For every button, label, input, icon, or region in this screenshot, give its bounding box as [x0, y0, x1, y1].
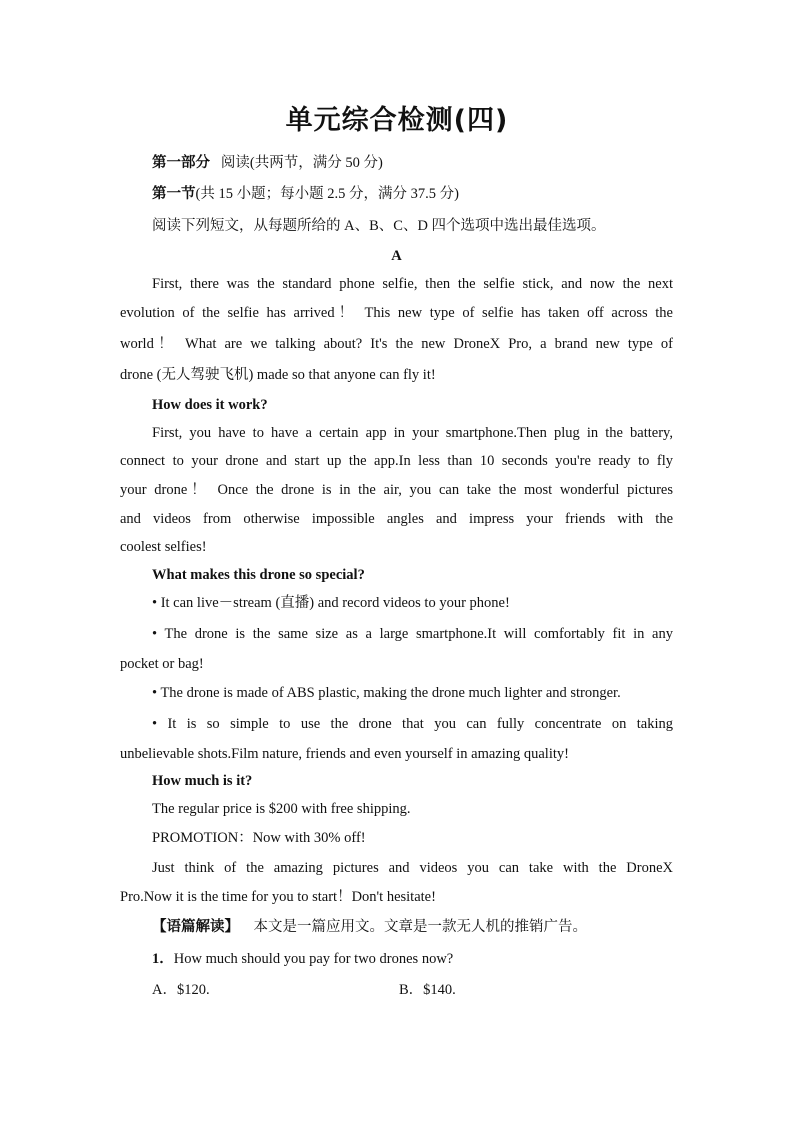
- closing-line: Pro.Now it is the time for you to start！Don't hesitate!: [120, 889, 436, 905]
- para1-line: First, there was the standard phone selfie, then the selfie stick, and now the next: [152, 276, 673, 292]
- option-a: A．$120.: [152, 982, 210, 998]
- question-1: [152, 949, 673, 969]
- analysis-label: 【语篇解读】: [152, 919, 239, 935]
- bullet-item-cont: pocket or bag!: [120, 656, 204, 672]
- question-text: How much should you pay for two drones now?: [173, 951, 454, 967]
- closing-line: Just think of the amazing pictures and videos you can take with the DroneX: [152, 860, 673, 876]
- heading-price: How much is it?: [152, 773, 253, 789]
- bullet-item: • The drone is made of ABS plastic, making the drone much lighter and stronger.: [152, 685, 621, 701]
- heading-how-it-works: How does it work?: [152, 397, 268, 413]
- section-heading: [152, 184, 673, 204]
- part-heading: [152, 153, 673, 173]
- para2-line: First, you have to have a certain app in your smartphone.Then plug in the battery,: [152, 425, 673, 441]
- bullet-item-cont: unbelievable shots.Film nature, friends and even yourself in amazing quality!: [120, 746, 569, 762]
- section-label: 第一节: [152, 186, 196, 202]
- para2-line: connect to your drone and start up the app.In less than 10 seconds you're ready to fly: [120, 453, 673, 469]
- section-text: (共 15 小题；每小题 2.5 分，满分 37.5 分): [195, 186, 459, 202]
- page-title: 单元综合检测(四): [285, 105, 509, 136]
- bullet-item: • It can live－stream (直播) and record videos to your phone!: [152, 595, 510, 611]
- bullet-item: • The drone is the same size as a large smartphone.It will comfortably fit in any: [152, 626, 673, 642]
- promo-line: PROMOTION：Now with 30% off!: [152, 830, 366, 846]
- question-number: 1．: [152, 951, 174, 967]
- analysis: [152, 917, 673, 937]
- para2-line: and videos from otherwise impossible angles and impress your friends with the: [120, 511, 673, 527]
- para1-line: evolution of the selfie has arrived！ This new type of selfie has taken off across the: [120, 305, 673, 321]
- part-text: 阅读(共两节，满分 50 分): [220, 155, 383, 171]
- para2-line: your drone！ Once the drone is in the air, you can take the most wonderful pictures: [120, 482, 673, 498]
- heading-special: What makes this drone so special?: [152, 567, 365, 583]
- part-label: 第一部分: [152, 155, 210, 171]
- bullet-item: • It is so simple to use the drone that you can fully concentrate on taking: [152, 716, 673, 732]
- para1-line: world！ What are we talking about? It's the new DroneX Pro, a brand new type of: [120, 336, 673, 352]
- instruction: 阅读下列短文，从每题所给的 A、B、C、D 四个选项中选出最佳选项。: [152, 218, 606, 234]
- analysis-text: 本文是一篇应用文。文章是一款无人机的推销广告。: [253, 919, 587, 935]
- option-b: B．$140.: [399, 982, 456, 998]
- passage-label: A: [391, 248, 402, 264]
- price-line: The regular price is $200 with free shipping.: [152, 801, 411, 817]
- para1-line: drone (无人驾驶飞机) made so that anyone can fly it!: [120, 367, 436, 383]
- para2-line: coolest selfies!: [120, 539, 207, 555]
